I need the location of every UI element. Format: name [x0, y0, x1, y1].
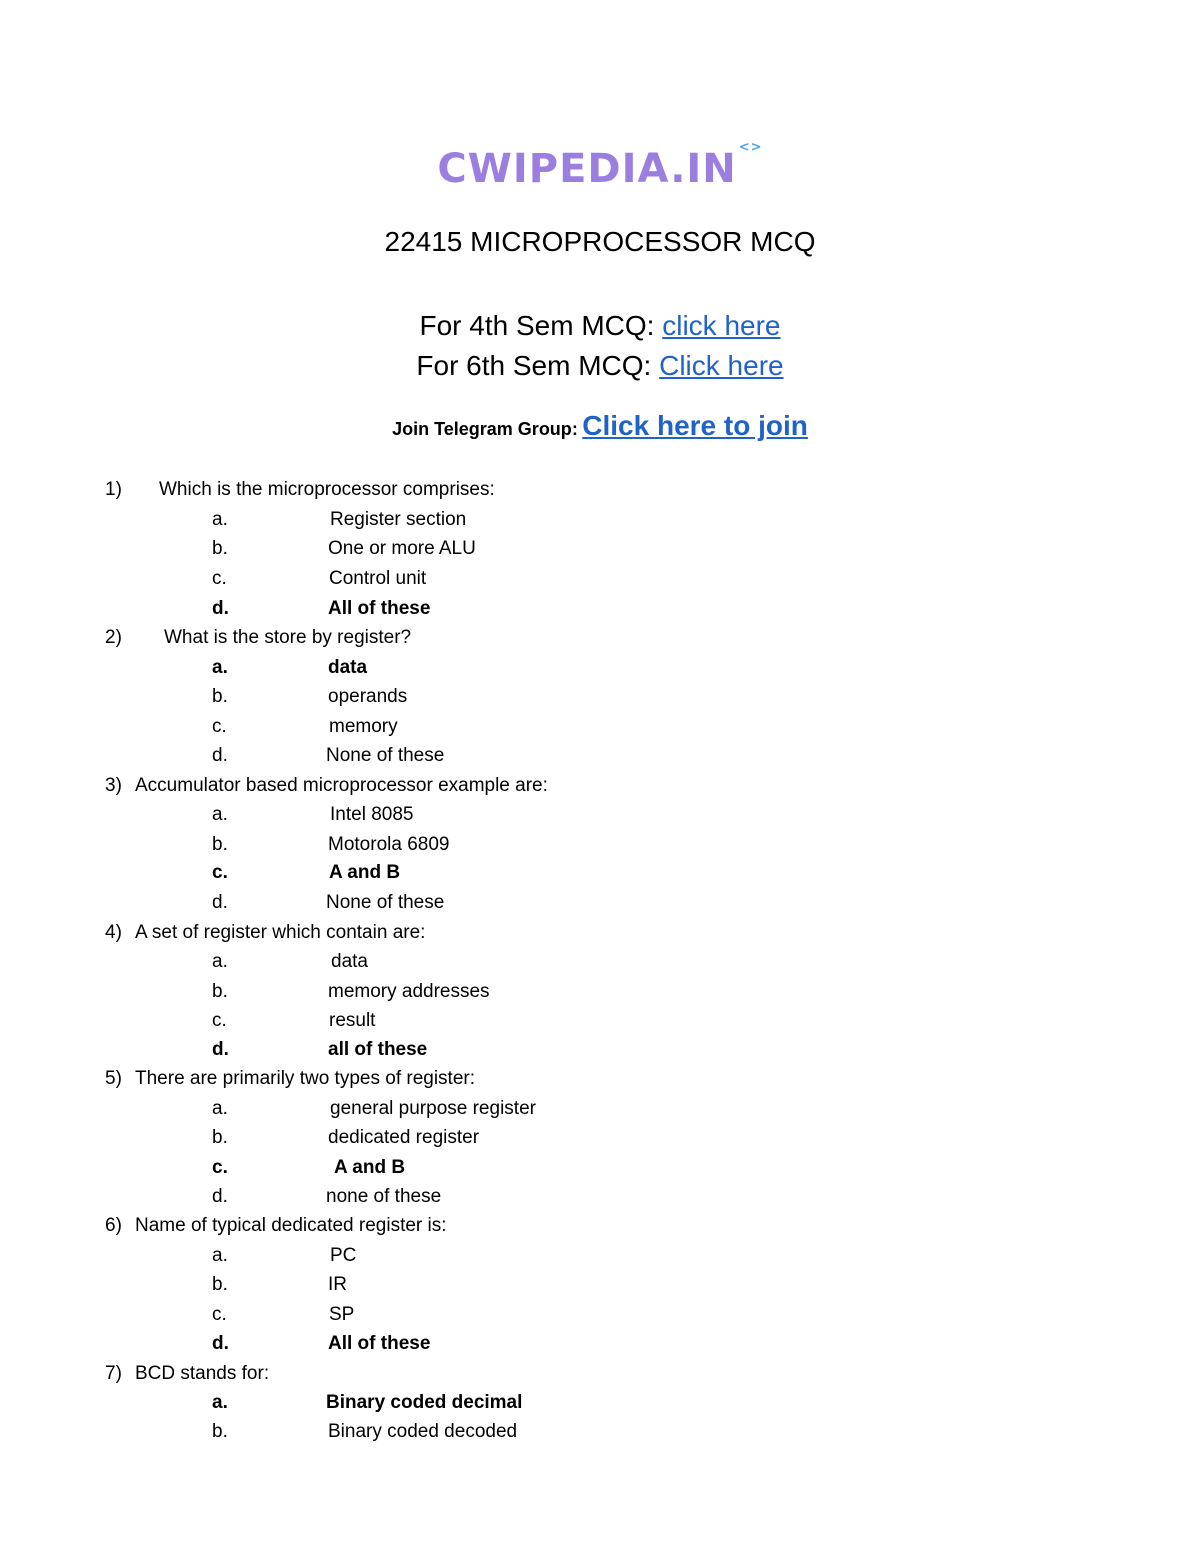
option-text: None of these [326, 892, 445, 913]
question-7 [105, 1363, 269, 1385]
question-5 [105, 1068, 475, 1090]
option-letter: c. [212, 1157, 228, 1178]
option-letter: b. [212, 1274, 228, 1295]
question-text: A set of register which contain are: [135, 922, 426, 943]
code-brackets-icon: <> [738, 140, 763, 155]
sem6-label: For 6th Sem MCQ: [416, 350, 660, 381]
option-letter: b. [212, 686, 228, 707]
option-letter: d. [212, 1039, 229, 1060]
question-text: BCD stands for: [135, 1363, 270, 1384]
question-text: What is the store by register? [164, 627, 412, 648]
option-text: general purpose register [330, 1098, 536, 1119]
question-1 [105, 479, 495, 501]
option-letter: d. [212, 1333, 229, 1354]
telegram-line [0, 410, 1200, 442]
question-number: 1) [105, 479, 122, 500]
question-3 [105, 775, 548, 797]
option-text: dedicated register [328, 1127, 480, 1148]
option-letter: a. [212, 804, 228, 825]
question-text: Accumulator based microprocessor example are: [135, 775, 548, 796]
question-text: There are primarily two types of register: [135, 1068, 476, 1089]
option-letter: b. [212, 1421, 228, 1442]
option-letter: c. [212, 568, 227, 589]
question-2 [105, 627, 411, 649]
option-letter: d. [212, 892, 228, 913]
option-letter: b. [212, 981, 228, 1002]
option-letter: c. [212, 1304, 227, 1325]
option-letter: a. [212, 509, 228, 530]
option-text: Binary coded decimal [326, 1392, 523, 1413]
sem4-link[interactable]: click here [662, 310, 781, 341]
question-number: 4) [105, 922, 122, 943]
option-letter: a. [212, 1245, 228, 1266]
option-text: none of these [326, 1186, 442, 1207]
option-text: PC [330, 1245, 357, 1266]
option-letter: d. [212, 745, 228, 766]
option-letter: d. [212, 598, 229, 619]
option-text: One or more ALU [328, 538, 476, 559]
option-letter: a. [212, 951, 228, 972]
question-number: 6) [105, 1215, 122, 1236]
question-text: Name of typical dedicated register is: [135, 1215, 447, 1236]
question-number: 2) [105, 627, 122, 648]
logo-text: CWIPEDIA.IN [437, 146, 737, 192]
question-number: 3) [105, 775, 122, 796]
sem6-link[interactable]: Click here [659, 350, 784, 381]
option-letter: a. [212, 1392, 228, 1413]
question-text: Which is the microprocessor comprises: [159, 479, 495, 500]
option-text: Register section [330, 509, 467, 530]
sem4-label: For 4th Sem MCQ: [419, 310, 663, 341]
option-text: All of these [328, 598, 431, 619]
page-title: 22415 MICROPROCESSOR MCQ [384, 226, 816, 257]
option-text: memory [329, 716, 398, 737]
option-text: memory addresses [328, 981, 490, 1002]
option-letter: b. [212, 1127, 228, 1148]
question-number: 7) [105, 1363, 122, 1384]
option-letter: b. [212, 538, 228, 559]
telegram-colon: : [571, 419, 578, 439]
option-text: SP [329, 1304, 355, 1325]
option-text: result [329, 1010, 376, 1031]
option-text: Intel 8085 [330, 804, 414, 825]
option-text: IR [328, 1274, 347, 1295]
option-letter: c. [212, 1010, 227, 1031]
option-letter: a. [212, 657, 228, 678]
option-text: data [328, 657, 368, 678]
option-text: All of these [328, 1333, 431, 1354]
question-4 [105, 922, 425, 944]
sem6-line [0, 350, 1200, 382]
telegram-link[interactable]: Click here to join [582, 410, 808, 441]
option-letter: d. [212, 1186, 228, 1207]
option-letter: c. [212, 716, 227, 737]
option-text: Motorola 6809 [328, 834, 450, 855]
question-6 [105, 1215, 447, 1237]
question-number: 5) [105, 1068, 122, 1089]
option-text: Binary coded decoded [328, 1421, 518, 1442]
site-logo [0, 140, 1200, 192]
option-text: all of these [328, 1039, 428, 1060]
option-letter: a. [212, 1098, 228, 1119]
option-text: operands [328, 686, 408, 707]
option-text: data [331, 951, 368, 972]
option-text: None of these [326, 745, 445, 766]
option-letter: b. [212, 834, 228, 855]
sem4-line [0, 310, 1200, 342]
option-text: Control unit [329, 568, 427, 589]
option-text: A and B [329, 862, 401, 883]
option-letter: c. [212, 862, 228, 883]
telegram-label: Join Telegram Group [392, 419, 572, 439]
option-text: A and B [334, 1157, 406, 1178]
